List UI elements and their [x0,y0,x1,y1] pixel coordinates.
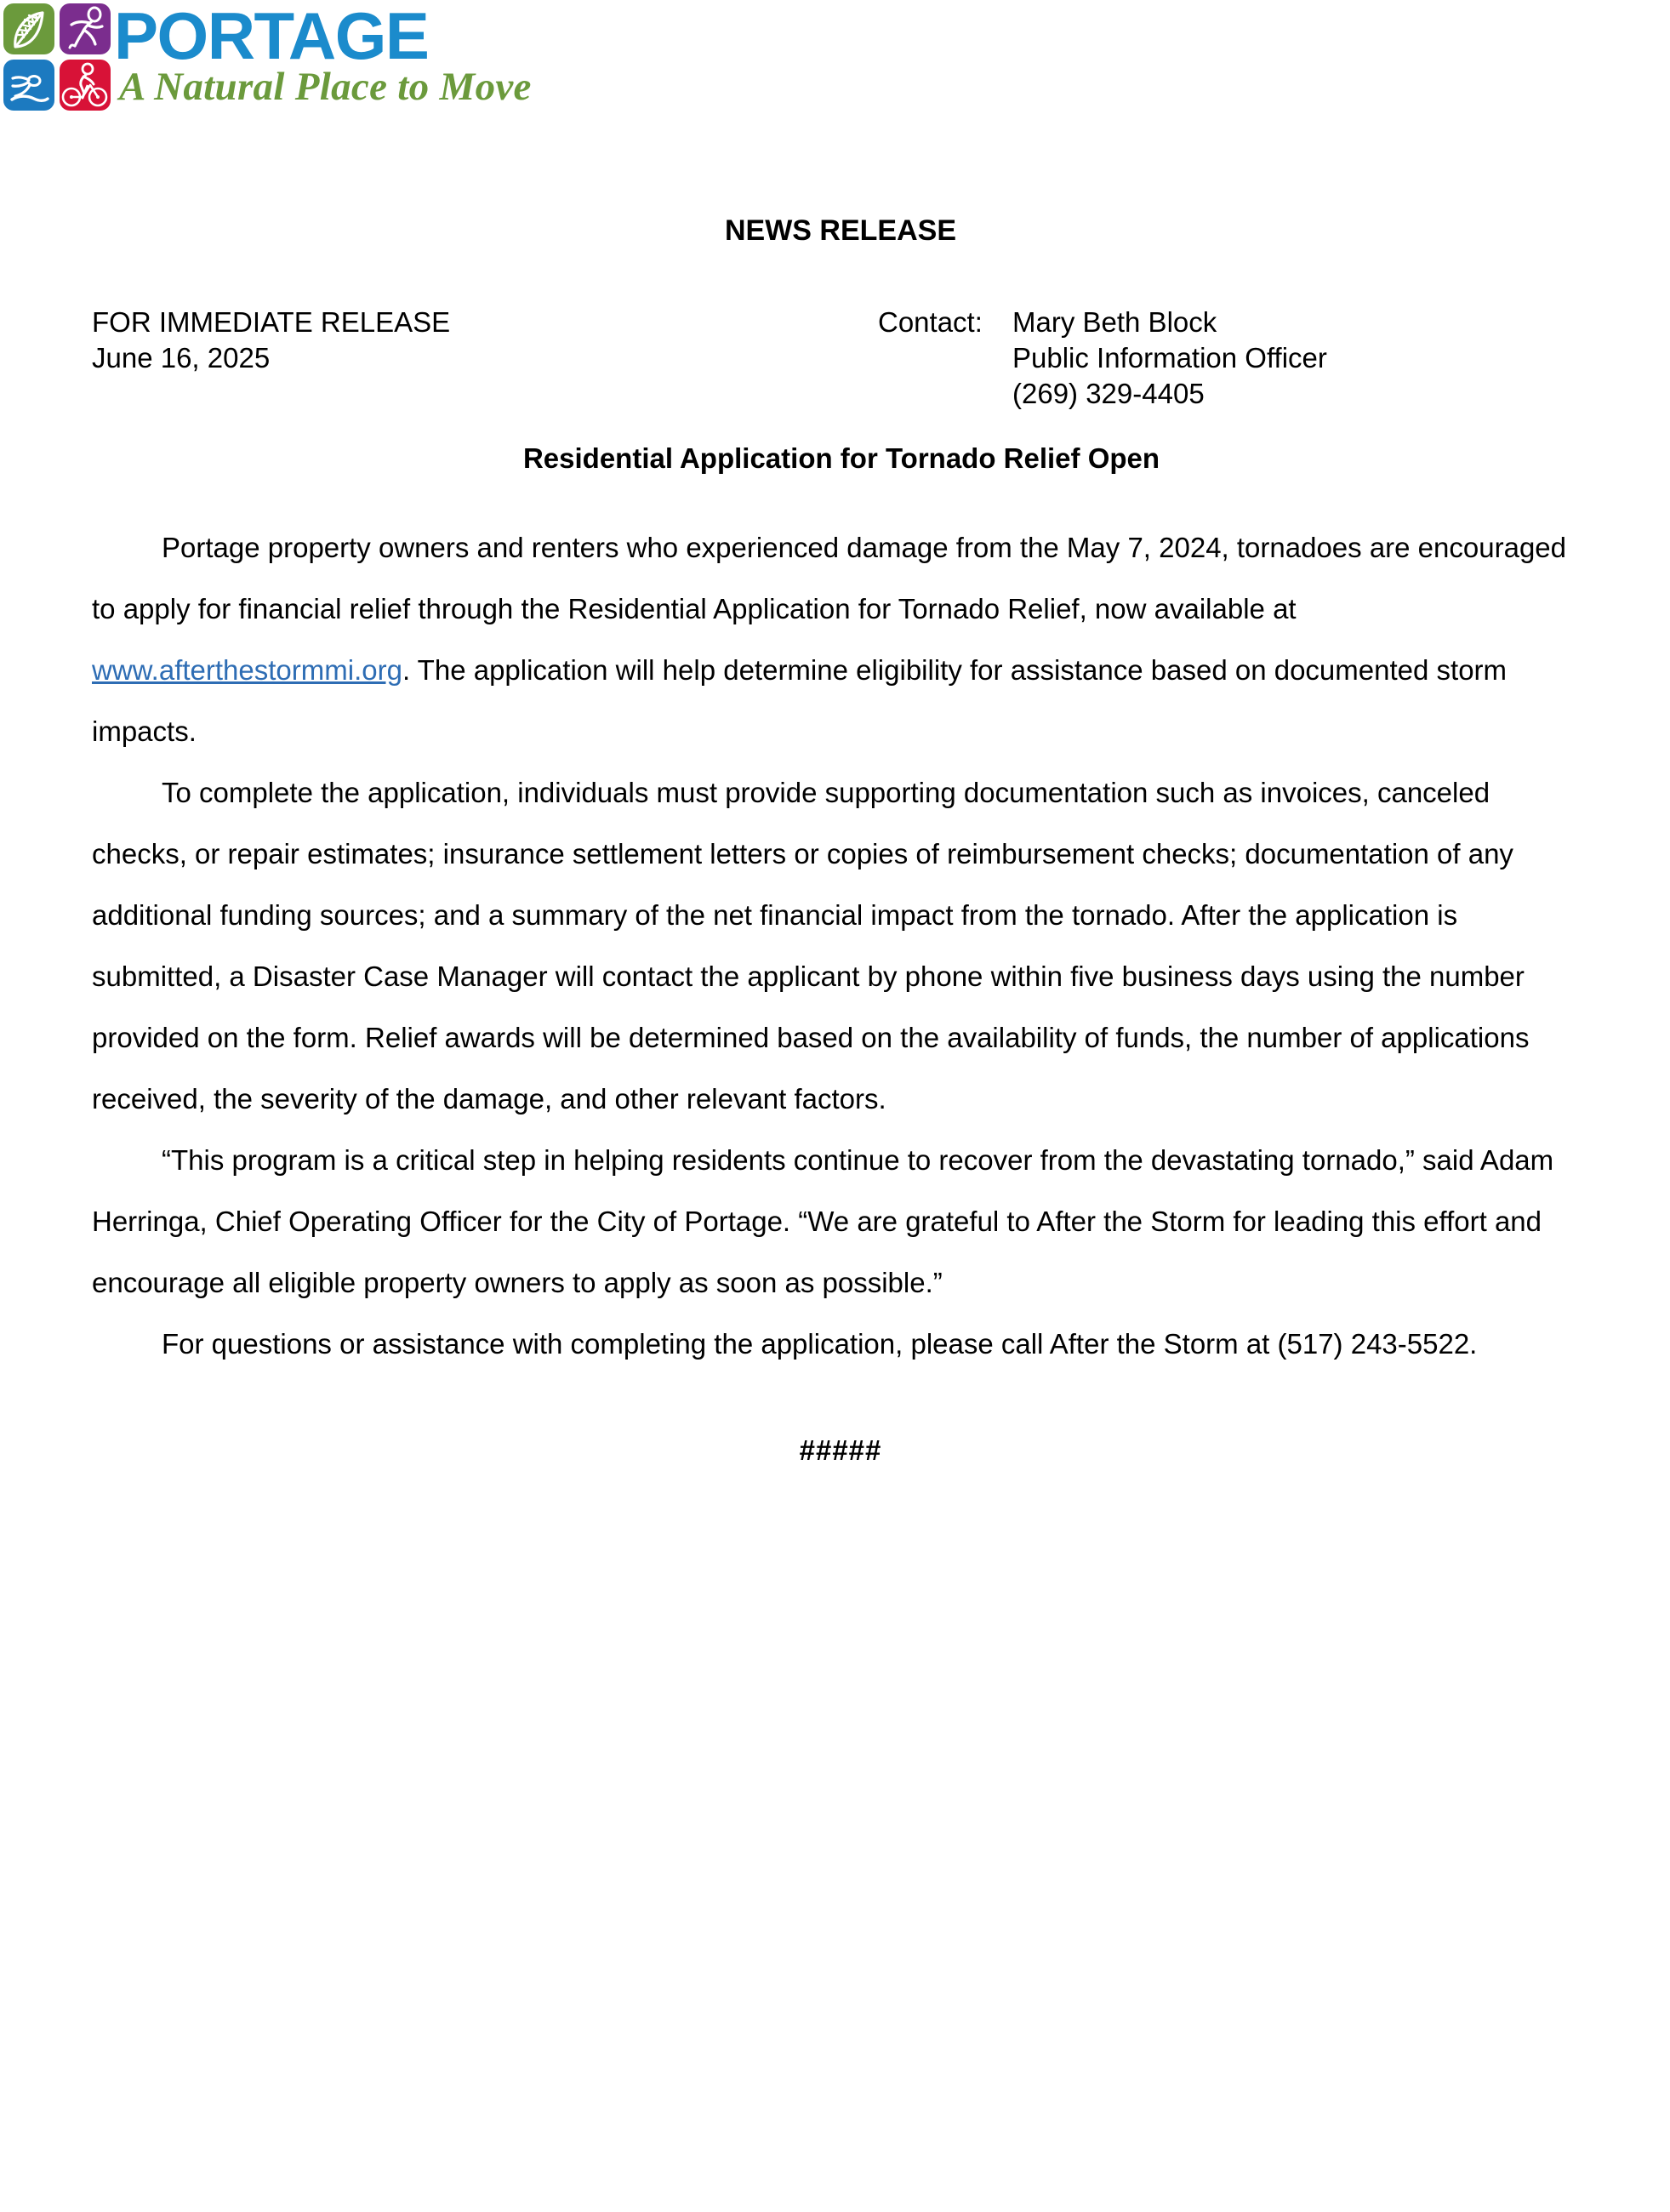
contact-spacer [878,340,1012,376]
contact-name-row [878,305,1327,340]
release-date: June 16, 2025 [92,342,271,373]
contact-name: Mary Beth Block [1012,306,1217,338]
paragraph-1-text-before-link: Portage property owners and renters who experienced damage from the May 7, 2024, tornadoes are encouraged to apply for financial relief through the Residential Application for Tornado Relief, now available at [92,532,1566,624]
logo-tagline: A Natural Place to Move [119,65,532,109]
release-timing: FOR IMMEDIATE RELEASE [92,306,451,338]
logo-icon-tiles [3,3,111,111]
release-body [92,517,1572,1375]
end-mark: ##### [799,1434,882,1466]
cyclist-icon [60,60,111,111]
contact-label: Contact: [878,306,983,338]
runner-icon [60,3,111,54]
paragraph-2: To complete the application, individuals must provide supporting documentation such as invoices, canceled checks, or repair estimates; insurance settlement letters or copies of reimbursement checks; documentation of any additional funding sources; and a summary of the net financial impact from the tornado. After the application is submitted, a Disaster Case Manager will contact the applicant by phone within five business days using the number provided on the form. Relief awards will be determined based on the availability of funds, the number of applications received, the severity of the damage, and other relevant factors. [92,777,1530,1115]
paragraph-1-text-after-link: . The application will help determine eligibility for assistance based on documented storm impacts. [92,654,1508,747]
contact-spacer [878,376,1012,412]
contact-phone: (269) 329-4405 [1012,378,1205,409]
afterthestorm-link[interactable]: www.afterthestormmi.org [92,654,402,686]
news-release-content [92,213,1572,1467]
contact-block [878,305,1327,412]
paragraph-4: For questions or assistance with completing the application, please call After the Storm at (517) 243-5522. [162,1328,1478,1360]
swimmer-icon [3,60,54,111]
paragraph-3: “This program is a critical step in helping residents continue to recover from the devastating tornado,” said Adam Herringa, Chief Operating Officer for the City of Portage. “We are grateful to After the Storm for leading this effort and encourage all eligible property owners to apply as soon as possible.” [92,1144,1554,1298]
contact-title: Public Information Officer [1012,342,1327,373]
contact-phone-row [878,376,1327,412]
leaf-icon [3,3,54,54]
logo-wordmark: PORTAGE [114,0,429,73]
release-subtitle: Residential Application for Tornado Relief Open [522,442,1160,474]
paragraph-1 [92,517,1572,762]
portage-logo [3,0,667,112]
page-title: NEWS RELEASE [724,214,957,247]
release-meta [92,305,1572,413]
contact-title-row [878,340,1327,376]
release-timing-block [92,305,450,376]
